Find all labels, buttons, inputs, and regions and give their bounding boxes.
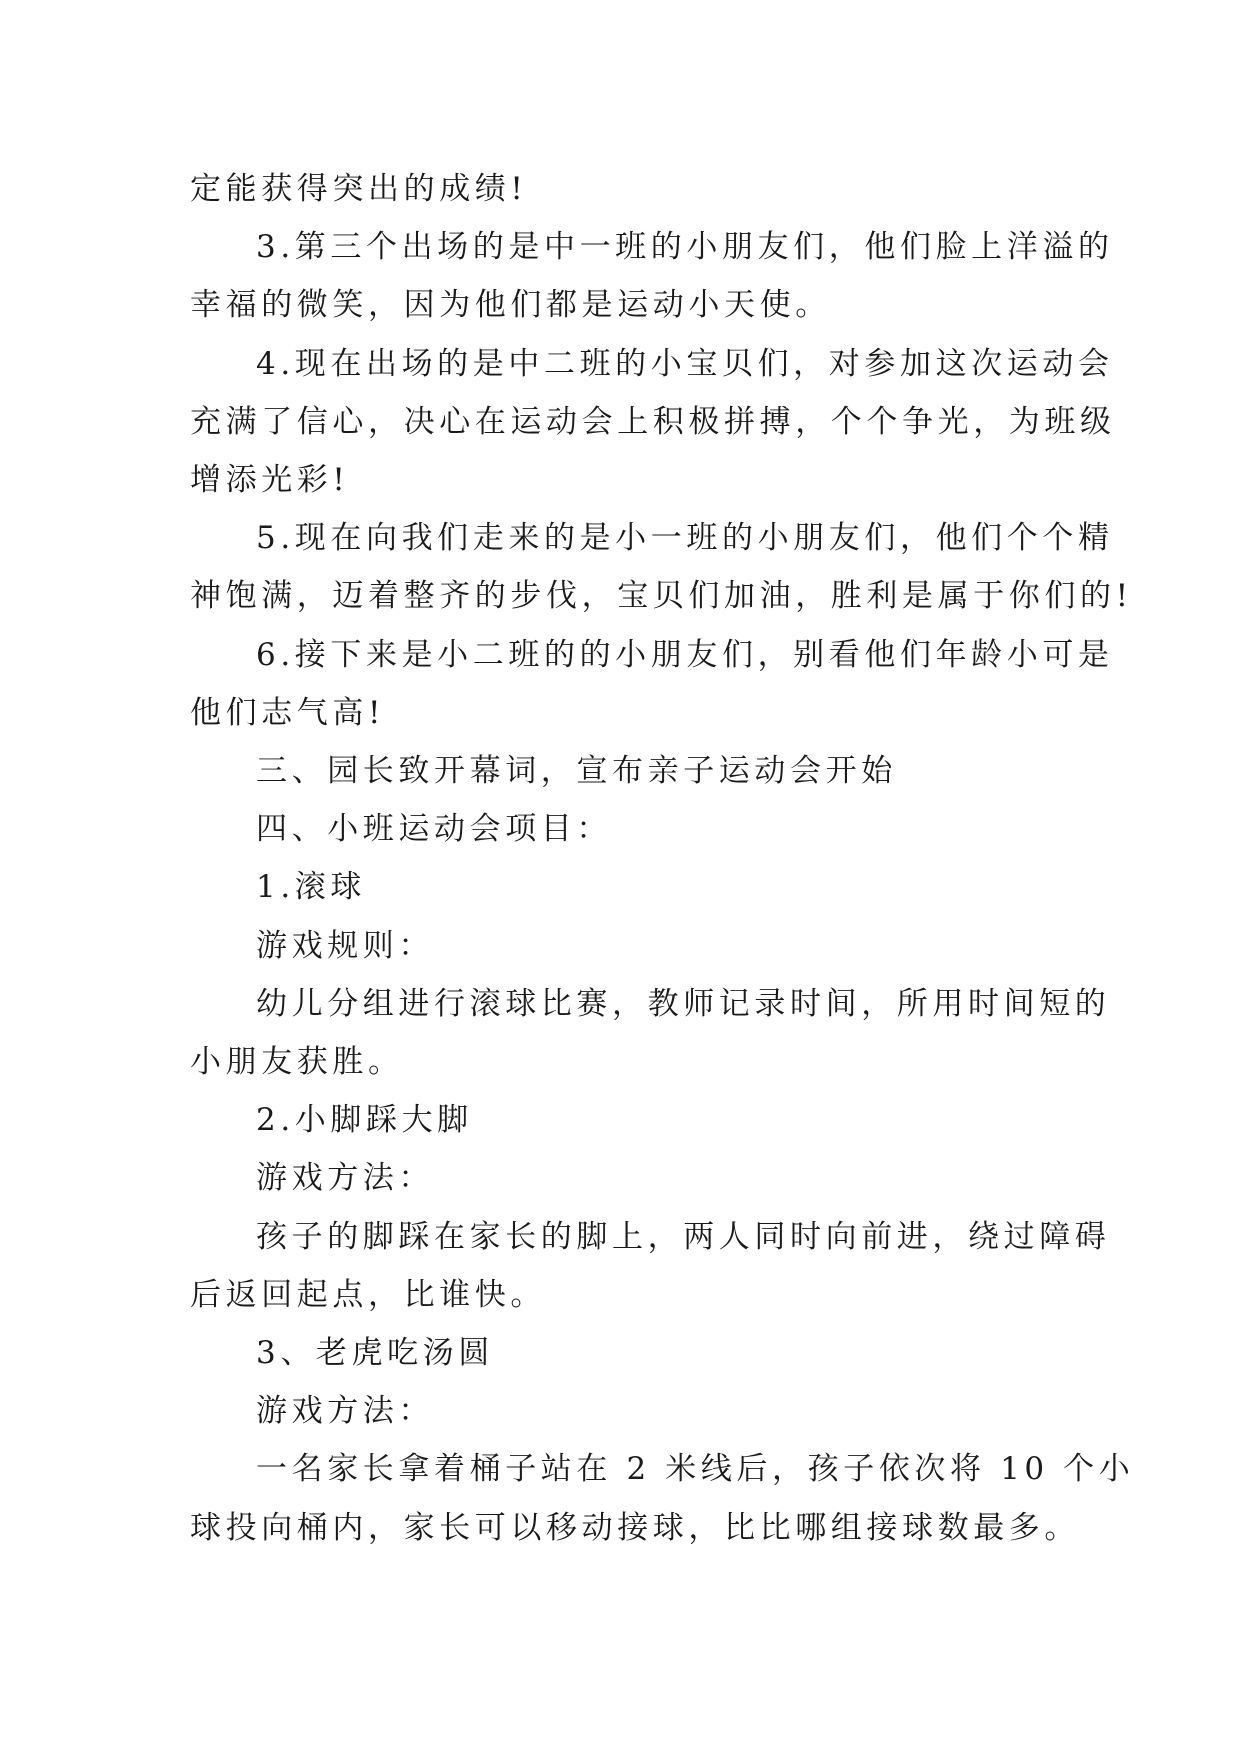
- text-line: 5.现在向我们走来的是小一班的小朋友们，他们个个精: [256, 520, 1114, 557]
- item-subheading: 游戏规则：: [256, 927, 434, 964]
- item-title: 3、老虎吃汤圆: [256, 1335, 494, 1372]
- text-line: 幼儿分组进行滚球比赛，教师记录时间，所用时间短的: [256, 985, 1111, 1022]
- text-line: 后返回起点，比谁快。: [190, 1276, 546, 1313]
- text-line: 小朋友获胜。: [190, 1044, 404, 1081]
- text-line: 充满了信心，决心在运动会上积极拼搏，个个争光，为班级: [190, 403, 1116, 440]
- text-line: 定能获得突出的成绩!: [190, 171, 528, 207]
- text-line: 6.接下来是小二班的的小朋友们，别看他们年龄小可是: [256, 636, 1114, 673]
- text-line: 他们志气高!: [190, 694, 386, 731]
- item-title: 2.小脚踩大脚: [256, 1102, 473, 1139]
- section-heading: 四、小班运动会项目：: [256, 811, 612, 848]
- text-line: 神饱满，迈着整齐的步伐，宝贝们加油，胜利是属于你们的!: [190, 578, 1133, 615]
- item-subheading: 游戏方法：: [256, 1393, 434, 1430]
- section-heading: 三、园长致开幕词，宣布亲子运动会开始: [256, 753, 897, 790]
- text-line: 一名家长拿着桶子站在 2 米线后，孩子依次将 10 个小: [256, 1451, 1135, 1488]
- text-line: 3.第三个出场的是中一班的小朋友们，他们脸上洋溢的: [256, 229, 1114, 266]
- item-subheading: 游戏方法：: [256, 1160, 434, 1197]
- text-line: 幸福的微笑，因为他们都是运动小天使。: [190, 287, 831, 324]
- item-title: 1.滚球: [256, 869, 366, 906]
- text-line: 增添光彩!: [190, 462, 350, 499]
- text-line: 4.现在出场的是中二班的小宝贝们，对参加这次运动会: [256, 345, 1114, 382]
- body-text: [190, 160, 1135, 1557]
- text-line: 球投向桶内，家长可以移动接球，比比哪组接球数最多。: [190, 1509, 1080, 1546]
- text-line: 孩子的脚踩在家长的脚上，两人同时向前进，绕过障碍: [256, 1218, 1111, 1255]
